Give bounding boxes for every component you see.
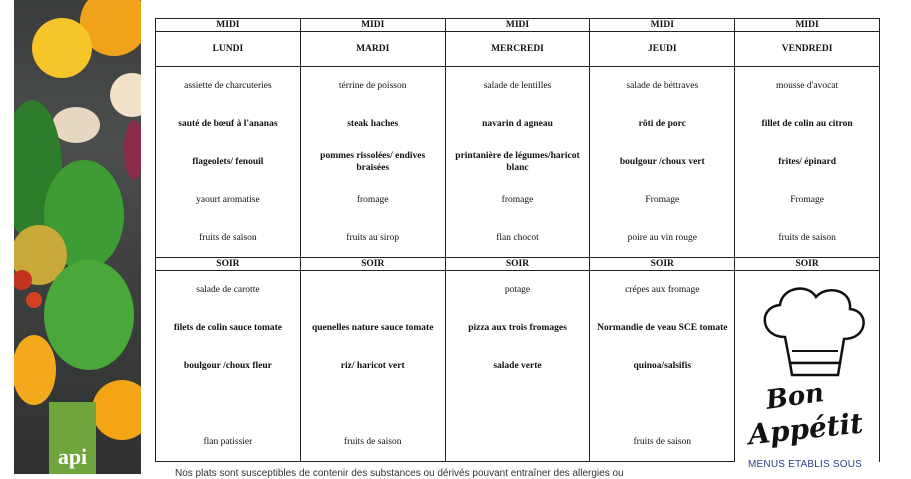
dish-cell: quinoa/salsifis [590,347,735,385]
weekly-menu-table [155,18,880,462]
menus-footer-note: MENUS ETABLIS SOUS [748,459,862,470]
dish-cell [445,385,590,423]
dish-cell: rôti de porc [590,105,735,143]
dish-cell [300,385,445,423]
dish-cell: pommes rissolées/ endives braisées [300,143,445,181]
dish-cell: mousse d'avocat [735,67,880,106]
meal-label: MIDI [735,19,880,32]
dish-cell: boulgour /choux fleur [156,347,301,385]
dish-cell [156,385,301,423]
bon-text: Bon [763,378,826,417]
dish-cell: fruits de saison [735,219,880,258]
midi-label-row [156,19,880,32]
soir-dish-row [156,271,880,310]
dish-cell [590,385,735,423]
day-header: MERCREDI [445,32,590,67]
day-header: MARDI [300,32,445,67]
bon-appetit-cell [735,271,880,462]
dish-cell: potage [445,271,590,310]
meal-label: MIDI [156,19,301,32]
dish-cell: steak haches [300,105,445,143]
midi-dish-row [156,67,880,106]
allergen-footer-note: Nos plats sont susceptibles de contenir des substances ou dérivés pouvant entraîner des allergies ou [175,468,624,479]
meal-label: MIDI [590,19,735,32]
dish-cell: sauté de bœuf à l'ananas [156,105,301,143]
dish-cell: salade de lentilles [445,67,590,106]
dish-cell: pizza aux trois fromages [445,309,590,347]
dish-cell: riz/ haricot vert [300,347,445,385]
dish-cell: salade de béttraves [590,67,735,106]
dish-cell: fruits au sirop [300,219,445,258]
chef-hat-illustration [740,279,875,449]
dish-cell: fillet de colin au citron [735,105,880,143]
dish-cell: flan chocot [445,219,590,258]
dish-cell: salade verte [445,347,590,385]
meal-label: SOIR [156,258,301,271]
vegetables-photo [14,0,141,474]
midi-dish-row [156,219,880,258]
dish-cell: quenelles nature sauce tomate [300,309,445,347]
dish-cell: crépes aux fromage [590,271,735,310]
dish-cell: fromage [445,181,590,219]
dish-cell [300,271,445,310]
day-header-row [156,32,880,67]
dish-cell [445,423,590,462]
dish-cell: filets de colin sauce tomate [156,309,301,347]
meal-label: SOIR [300,258,445,271]
dish-cell: assiette de charcuteries [156,67,301,106]
dish-cell: boulgour /choux vert [590,143,735,181]
dish-cell: fruits de saison [590,423,735,462]
meal-label: SOIR [445,258,590,271]
soir-label-row [156,258,880,271]
dish-cell: Fromage [590,181,735,219]
dish-cell: Normandie de veau SCE tomate [590,309,735,347]
midi-dish-row [156,105,880,143]
appetit-text: Appétit [746,406,865,450]
dish-cell: salade de carotte [156,271,301,310]
dish-cell: térrine de poisson [300,67,445,106]
day-header: LUNDI [156,32,301,67]
midi-dish-row [156,181,880,219]
dish-cell: frites/ épinard [735,143,880,181]
midi-dish-row [156,143,880,181]
dish-cell: poire au vin rouge [590,219,735,258]
day-header: VENDREDI [735,32,880,67]
dish-cell: flan patissier [156,423,301,462]
dish-cell: navarin d agneau [445,105,590,143]
dish-cell: fromage [300,181,445,219]
meal-label: SOIR [590,258,735,271]
meal-label: SOIR [735,258,880,271]
dish-cell: Fromage [735,181,880,219]
dish-cell: flageolets/ fenouil [156,143,301,181]
api-logo: api [49,402,96,474]
dish-cell: printanière de légumes/haricot blanc [445,143,590,181]
day-header: JEUDI [590,32,735,67]
dish-cell: fruits de saison [156,219,301,258]
meal-label: MIDI [445,19,590,32]
meal-label: MIDI [300,19,445,32]
dish-cell: fruits de saison [300,423,445,462]
dish-cell: yaourt aromatise [156,181,301,219]
